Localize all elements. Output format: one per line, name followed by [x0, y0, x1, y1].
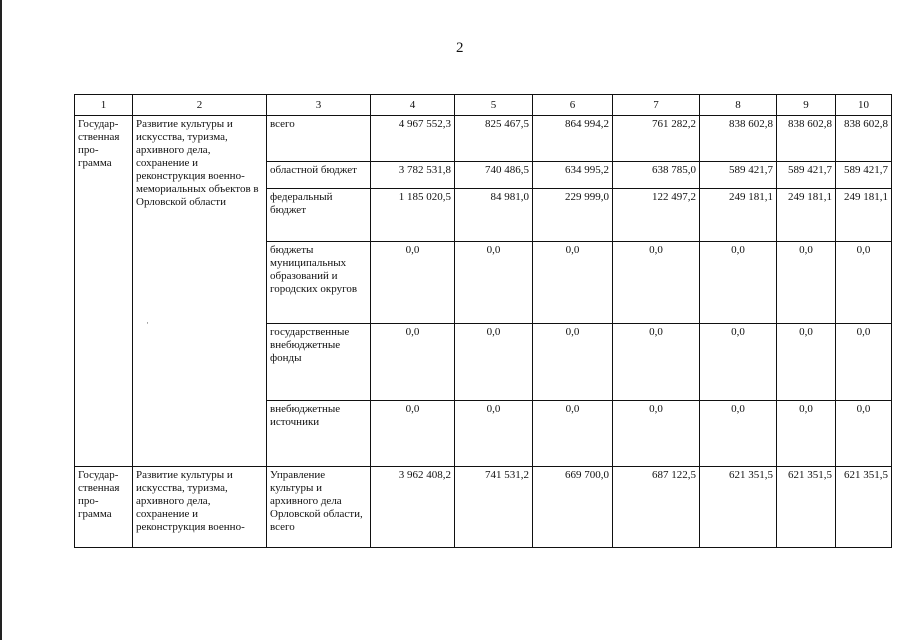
column-header: 8: [700, 95, 777, 116]
value-cell: 4 967 552,3: [371, 116, 455, 162]
value-cell: 0,0: [777, 242, 836, 324]
column-header: 3: [267, 95, 371, 116]
column-header: 9: [777, 95, 836, 116]
value-cell: 0,0: [371, 324, 455, 401]
value-cell: 0,0: [371, 242, 455, 324]
value-cell: 0,0: [613, 242, 700, 324]
value-cell: 3 962 408,2: [371, 467, 455, 548]
funding-source-cell: государственные внебюджетные фонды: [267, 324, 371, 401]
scan-left-edge: [0, 0, 2, 640]
column-header: 2: [133, 95, 267, 116]
value-cell: 621 351,5: [777, 467, 836, 548]
column-header: 4: [371, 95, 455, 116]
funding-source-cell: федеральный бюджет: [267, 189, 371, 242]
column-header: 10: [836, 95, 892, 116]
value-cell: 589 421,7: [777, 162, 836, 189]
column-header: 6: [533, 95, 613, 116]
value-cell: 229 999,0: [533, 189, 613, 242]
value-cell: 0,0: [613, 401, 700, 467]
value-cell: 589 421,7: [836, 162, 892, 189]
value-cell: 84 981,0: [455, 189, 533, 242]
value-cell: 0,0: [533, 242, 613, 324]
value-cell: 669 700,0: [533, 467, 613, 548]
value-cell: 0,0: [371, 401, 455, 467]
value-cell: 0,0: [777, 324, 836, 401]
program-type-cell: Государ-ственная про-грамма: [75, 116, 133, 467]
value-cell: 249 181,1: [777, 189, 836, 242]
value-cell: 0,0: [836, 401, 892, 467]
value-cell: 0,0: [455, 324, 533, 401]
value-cell: 621 351,5: [836, 467, 892, 548]
value-cell: 3 782 531,8: [371, 162, 455, 189]
value-cell: 0,0: [613, 324, 700, 401]
value-cell: 0,0: [700, 242, 777, 324]
value-cell: 0,0: [700, 401, 777, 467]
value-cell: 249 181,1: [836, 189, 892, 242]
value-cell: 864 994,2: [533, 116, 613, 162]
value-cell: 740 486,5: [455, 162, 533, 189]
funding-source-cell: Управление культуры и архивного дела Орловской области, всего: [267, 467, 371, 548]
value-cell: 0,0: [700, 324, 777, 401]
funding-source-cell: всего: [267, 116, 371, 162]
table-row: [75, 116, 892, 162]
page-number: 2: [456, 40, 464, 56]
value-cell: 621 351,5: [700, 467, 777, 548]
value-cell: 249 181,1: [700, 189, 777, 242]
value-cell: 741 531,2: [455, 467, 533, 548]
value-cell: 1 185 020,5: [371, 189, 455, 242]
header-row: [75, 95, 892, 116]
funding-source-cell: областной бюджет: [267, 162, 371, 189]
column-header: 5: [455, 95, 533, 116]
value-cell: 687 122,5: [613, 467, 700, 548]
program-type-cell: Государ-ственная про-грамма: [75, 467, 133, 548]
value-cell: 122 497,2: [613, 189, 700, 242]
value-cell: 0,0: [533, 401, 613, 467]
value-cell: 0,0: [836, 242, 892, 324]
value-cell: 589 421,7: [700, 162, 777, 189]
funding-source-cell: внебюджетные источники: [267, 401, 371, 467]
value-cell: 634 995,2: [533, 162, 613, 189]
value-cell: 638 785,0: [613, 162, 700, 189]
budget-table: [74, 94, 892, 548]
value-cell: 838 602,8: [836, 116, 892, 162]
table-row: [75, 467, 892, 548]
funding-source-cell: бюджеты муниципальных образований и городских округов: [267, 242, 371, 324]
value-cell: 825 467,5: [455, 116, 533, 162]
value-cell: 0,0: [455, 242, 533, 324]
value-cell: 838 602,8: [777, 116, 836, 162]
value-cell: 761 282,2: [613, 116, 700, 162]
value-cell: 0,0: [533, 324, 613, 401]
value-cell: 0,0: [777, 401, 836, 467]
value-cell: 838 602,8: [700, 116, 777, 162]
column-header: 1: [75, 95, 133, 116]
scan-speck: ·: [146, 318, 149, 328]
column-header: 7: [613, 95, 700, 116]
program-name-cell: Развитие культуры и искусства, туризма, архивного дела, сохранение и реконструкция военно-: [133, 467, 267, 548]
value-cell: 0,0: [836, 324, 892, 401]
program-name-cell: Развитие культуры и искусства, туризма, архивного дела, сохранение и реконструкция военно-мемориальных объектов в Орловской области: [133, 116, 267, 467]
value-cell: 0,0: [455, 401, 533, 467]
